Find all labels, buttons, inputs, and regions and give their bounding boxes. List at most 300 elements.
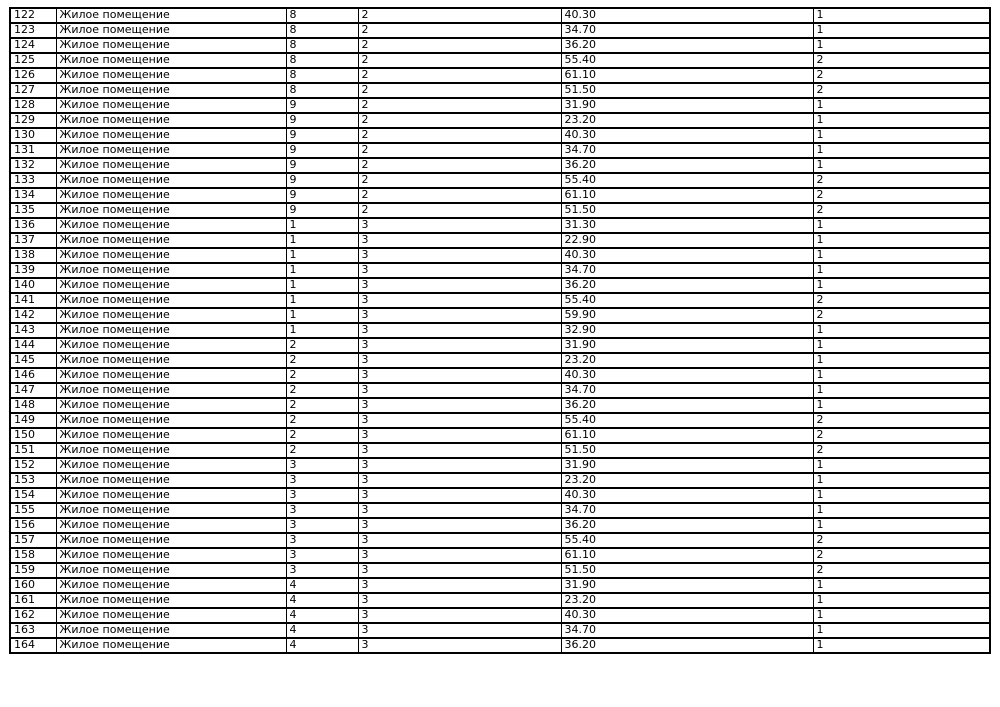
rooms-cell: 2 bbox=[813, 68, 990, 83]
area-cell: 31.90 bbox=[561, 458, 813, 473]
table-row bbox=[10, 338, 990, 353]
rooms-cell: 2 bbox=[813, 413, 990, 428]
floor-cell: 2 bbox=[286, 368, 358, 383]
area-cell: 61.10 bbox=[561, 68, 813, 83]
table-row bbox=[10, 308, 990, 323]
section-cell: 3 bbox=[358, 233, 561, 248]
premise-type-cell: Жилое помещение bbox=[56, 353, 286, 368]
section-cell: 3 bbox=[358, 458, 561, 473]
table-row bbox=[10, 458, 990, 473]
section-cell: 3 bbox=[358, 263, 561, 278]
premise-type-cell: Жилое помещение bbox=[56, 368, 286, 383]
floor-cell: 9 bbox=[286, 188, 358, 203]
section-cell: 3 bbox=[358, 563, 561, 578]
section-cell: 3 bbox=[358, 308, 561, 323]
area-cell: 40.30 bbox=[561, 608, 813, 623]
table-row bbox=[10, 578, 990, 593]
row-number-cell: 139 bbox=[10, 263, 56, 278]
area-cell: 34.70 bbox=[561, 263, 813, 278]
premise-type-cell: Жилое помещение bbox=[56, 623, 286, 638]
row-number-cell: 156 bbox=[10, 518, 56, 533]
row-number-cell: 138 bbox=[10, 248, 56, 263]
section-cell: 2 bbox=[358, 128, 561, 143]
premise-type-cell: Жилое помещение bbox=[56, 68, 286, 83]
rooms-cell: 1 bbox=[813, 398, 990, 413]
table-row bbox=[10, 203, 990, 218]
floor-cell: 2 bbox=[286, 353, 358, 368]
row-number-cell: 134 bbox=[10, 188, 56, 203]
area-cell: 59.90 bbox=[561, 308, 813, 323]
rooms-cell: 2 bbox=[813, 188, 990, 203]
row-number-cell: 132 bbox=[10, 158, 56, 173]
section-cell: 3 bbox=[358, 278, 561, 293]
table-row bbox=[10, 368, 990, 383]
section-cell: 3 bbox=[358, 338, 561, 353]
row-number-cell: 155 bbox=[10, 503, 56, 518]
area-cell: 23.20 bbox=[561, 353, 813, 368]
table-row bbox=[10, 548, 990, 563]
rooms-cell: 1 bbox=[813, 488, 990, 503]
floor-cell: 9 bbox=[286, 128, 358, 143]
row-number-cell: 153 bbox=[10, 473, 56, 488]
rooms-cell: 1 bbox=[813, 623, 990, 638]
row-number-cell: 161 bbox=[10, 593, 56, 608]
row-number-cell: 157 bbox=[10, 533, 56, 548]
rooms-cell: 1 bbox=[813, 503, 990, 518]
area-cell: 23.20 bbox=[561, 473, 813, 488]
area-cell: 36.20 bbox=[561, 158, 813, 173]
rooms-cell: 1 bbox=[813, 638, 990, 653]
premise-type-cell: Жилое помещение bbox=[56, 608, 286, 623]
area-cell: 31.90 bbox=[561, 338, 813, 353]
row-number-cell: 140 bbox=[10, 278, 56, 293]
floor-cell: 3 bbox=[286, 563, 358, 578]
premises-table bbox=[9, 7, 991, 654]
premise-type-cell: Жилое помещение bbox=[56, 98, 286, 113]
row-number-cell: 158 bbox=[10, 548, 56, 563]
row-number-cell: 145 bbox=[10, 353, 56, 368]
rooms-cell: 2 bbox=[813, 548, 990, 563]
table-row bbox=[10, 623, 990, 638]
rooms-cell: 1 bbox=[813, 458, 990, 473]
floor-cell: 4 bbox=[286, 578, 358, 593]
rooms-cell: 1 bbox=[813, 218, 990, 233]
area-cell: 36.20 bbox=[561, 278, 813, 293]
area-cell: 61.10 bbox=[561, 188, 813, 203]
section-cell: 3 bbox=[358, 398, 561, 413]
row-number-cell: 144 bbox=[10, 338, 56, 353]
rooms-cell: 1 bbox=[813, 368, 990, 383]
premise-type-cell: Жилое помещение bbox=[56, 473, 286, 488]
row-number-cell: 124 bbox=[10, 38, 56, 53]
table-row bbox=[10, 98, 990, 113]
premise-type-cell: Жилое помещение bbox=[56, 488, 286, 503]
table-row bbox=[10, 113, 990, 128]
area-cell: 55.40 bbox=[561, 413, 813, 428]
rooms-cell: 1 bbox=[813, 113, 990, 128]
section-cell: 3 bbox=[358, 623, 561, 638]
floor-cell: 9 bbox=[286, 98, 358, 113]
premise-type-cell: Жилое помещение bbox=[56, 203, 286, 218]
floor-cell: 3 bbox=[286, 488, 358, 503]
floor-cell: 8 bbox=[286, 23, 358, 38]
premise-type-cell: Жилое помещение bbox=[56, 383, 286, 398]
floor-cell: 1 bbox=[286, 293, 358, 308]
table-row bbox=[10, 293, 990, 308]
row-number-cell: 147 bbox=[10, 383, 56, 398]
floor-cell: 1 bbox=[286, 323, 358, 338]
premise-type-cell: Жилое помещение bbox=[56, 248, 286, 263]
rooms-cell: 1 bbox=[813, 383, 990, 398]
floor-cell: 9 bbox=[286, 158, 358, 173]
premise-type-cell: Жилое помещение bbox=[56, 263, 286, 278]
table-row bbox=[10, 8, 990, 23]
rooms-cell: 1 bbox=[813, 578, 990, 593]
row-number-cell: 126 bbox=[10, 68, 56, 83]
premise-type-cell: Жилое помещение bbox=[56, 158, 286, 173]
row-number-cell: 160 bbox=[10, 578, 56, 593]
table-row bbox=[10, 128, 990, 143]
floor-cell: 2 bbox=[286, 398, 358, 413]
table-row bbox=[10, 188, 990, 203]
area-cell: 34.70 bbox=[561, 383, 813, 398]
row-number-cell: 135 bbox=[10, 203, 56, 218]
row-number-cell: 123 bbox=[10, 23, 56, 38]
area-cell: 55.40 bbox=[561, 293, 813, 308]
rooms-cell: 2 bbox=[813, 308, 990, 323]
floor-cell: 8 bbox=[286, 8, 358, 23]
table-row bbox=[10, 278, 990, 293]
row-number-cell: 159 bbox=[10, 563, 56, 578]
section-cell: 2 bbox=[358, 53, 561, 68]
premise-type-cell: Жилое помещение bbox=[56, 533, 286, 548]
premise-type-cell: Жилое помещение bbox=[56, 128, 286, 143]
area-cell: 36.20 bbox=[561, 638, 813, 653]
section-cell: 3 bbox=[358, 413, 561, 428]
section-cell: 3 bbox=[358, 578, 561, 593]
section-cell: 2 bbox=[358, 23, 561, 38]
row-number-cell: 146 bbox=[10, 368, 56, 383]
table-row bbox=[10, 608, 990, 623]
section-cell: 2 bbox=[358, 38, 561, 53]
rooms-cell: 2 bbox=[813, 173, 990, 188]
rooms-cell: 1 bbox=[813, 338, 990, 353]
area-cell: 51.50 bbox=[561, 203, 813, 218]
premise-type-cell: Жилое помещение bbox=[56, 428, 286, 443]
table-row bbox=[10, 428, 990, 443]
floor-cell: 4 bbox=[286, 623, 358, 638]
floor-cell: 3 bbox=[286, 533, 358, 548]
section-cell: 3 bbox=[358, 593, 561, 608]
premise-type-cell: Жилое помещение bbox=[56, 413, 286, 428]
table-row bbox=[10, 443, 990, 458]
area-cell: 23.20 bbox=[561, 593, 813, 608]
premise-type-cell: Жилое помещение bbox=[56, 458, 286, 473]
premise-type-cell: Жилое помещение bbox=[56, 113, 286, 128]
table-row bbox=[10, 143, 990, 158]
table-row bbox=[10, 473, 990, 488]
table-row bbox=[10, 263, 990, 278]
section-cell: 2 bbox=[358, 113, 561, 128]
floor-cell: 3 bbox=[286, 518, 358, 533]
area-cell: 31.90 bbox=[561, 98, 813, 113]
floor-cell: 1 bbox=[286, 233, 358, 248]
premise-type-cell: Жилое помещение bbox=[56, 173, 286, 188]
row-number-cell: 152 bbox=[10, 458, 56, 473]
section-cell: 3 bbox=[358, 443, 561, 458]
section-cell: 2 bbox=[358, 188, 561, 203]
area-cell: 40.30 bbox=[561, 8, 813, 23]
area-cell: 55.40 bbox=[561, 533, 813, 548]
row-number-cell: 137 bbox=[10, 233, 56, 248]
section-cell: 3 bbox=[358, 638, 561, 653]
area-cell: 55.40 bbox=[561, 173, 813, 188]
row-number-cell: 163 bbox=[10, 623, 56, 638]
area-cell: 31.30 bbox=[561, 218, 813, 233]
area-cell: 40.30 bbox=[561, 128, 813, 143]
row-number-cell: 162 bbox=[10, 608, 56, 623]
section-cell: 3 bbox=[358, 323, 561, 338]
floor-cell: 9 bbox=[286, 203, 358, 218]
rooms-cell: 2 bbox=[813, 443, 990, 458]
section-cell: 2 bbox=[358, 173, 561, 188]
floor-cell: 3 bbox=[286, 458, 358, 473]
rooms-cell: 2 bbox=[813, 533, 990, 548]
row-number-cell: 127 bbox=[10, 83, 56, 98]
floor-cell: 4 bbox=[286, 593, 358, 608]
premise-type-cell: Жилое помещение bbox=[56, 578, 286, 593]
table-row bbox=[10, 503, 990, 518]
table-row bbox=[10, 488, 990, 503]
floor-cell: 1 bbox=[286, 218, 358, 233]
premise-type-cell: Жилое помещение bbox=[56, 38, 286, 53]
section-cell: 3 bbox=[358, 533, 561, 548]
premise-type-cell: Жилое помещение bbox=[56, 548, 286, 563]
table-row bbox=[10, 353, 990, 368]
section-cell: 3 bbox=[358, 503, 561, 518]
area-cell: 55.40 bbox=[561, 53, 813, 68]
section-cell: 2 bbox=[358, 83, 561, 98]
floor-cell: 9 bbox=[286, 173, 358, 188]
rooms-cell: 1 bbox=[813, 278, 990, 293]
section-cell: 3 bbox=[358, 518, 561, 533]
row-number-cell: 136 bbox=[10, 218, 56, 233]
section-cell: 3 bbox=[358, 293, 561, 308]
floor-cell: 9 bbox=[286, 113, 358, 128]
premise-type-cell: Жилое помещение bbox=[56, 23, 286, 38]
area-cell: 22.90 bbox=[561, 233, 813, 248]
floor-cell: 8 bbox=[286, 38, 358, 53]
floor-cell: 2 bbox=[286, 443, 358, 458]
row-number-cell: 131 bbox=[10, 143, 56, 158]
premise-type-cell: Жилое помещение bbox=[56, 503, 286, 518]
premise-type-cell: Жилое помещение bbox=[56, 278, 286, 293]
floor-cell: 9 bbox=[286, 143, 358, 158]
floor-cell: 3 bbox=[286, 473, 358, 488]
table-row bbox=[10, 413, 990, 428]
row-number-cell: 141 bbox=[10, 293, 56, 308]
rooms-cell: 1 bbox=[813, 608, 990, 623]
table-row bbox=[10, 233, 990, 248]
table-row bbox=[10, 593, 990, 608]
table-row bbox=[10, 68, 990, 83]
rooms-cell: 1 bbox=[813, 128, 990, 143]
area-cell: 40.30 bbox=[561, 488, 813, 503]
premise-type-cell: Жилое помещение bbox=[56, 188, 286, 203]
premise-type-cell: Жилое помещение bbox=[56, 143, 286, 158]
floor-cell: 8 bbox=[286, 83, 358, 98]
row-number-cell: 151 bbox=[10, 443, 56, 458]
row-number-cell: 128 bbox=[10, 98, 56, 113]
floor-cell: 3 bbox=[286, 503, 358, 518]
section-cell: 3 bbox=[358, 248, 561, 263]
section-cell: 2 bbox=[358, 143, 561, 158]
section-cell: 2 bbox=[358, 98, 561, 113]
rooms-cell: 1 bbox=[813, 593, 990, 608]
section-cell: 3 bbox=[358, 608, 561, 623]
rooms-cell: 2 bbox=[813, 563, 990, 578]
row-number-cell: 149 bbox=[10, 413, 56, 428]
section-cell: 3 bbox=[358, 353, 561, 368]
table-row bbox=[10, 218, 990, 233]
area-cell: 51.50 bbox=[561, 563, 813, 578]
rooms-cell: 1 bbox=[813, 8, 990, 23]
rooms-cell: 2 bbox=[813, 428, 990, 443]
rooms-cell: 1 bbox=[813, 473, 990, 488]
area-cell: 34.70 bbox=[561, 143, 813, 158]
rooms-cell: 1 bbox=[813, 353, 990, 368]
floor-cell: 8 bbox=[286, 53, 358, 68]
floor-cell: 2 bbox=[286, 383, 358, 398]
rooms-cell: 1 bbox=[813, 158, 990, 173]
floor-cell: 3 bbox=[286, 548, 358, 563]
table-row bbox=[10, 158, 990, 173]
area-cell: 36.20 bbox=[561, 518, 813, 533]
section-cell: 2 bbox=[358, 8, 561, 23]
area-cell: 23.20 bbox=[561, 113, 813, 128]
area-cell: 61.10 bbox=[561, 548, 813, 563]
rooms-cell: 1 bbox=[813, 23, 990, 38]
floor-cell: 4 bbox=[286, 638, 358, 653]
floor-cell: 2 bbox=[286, 428, 358, 443]
rooms-cell: 2 bbox=[813, 53, 990, 68]
area-cell: 34.70 bbox=[561, 23, 813, 38]
section-cell: 3 bbox=[358, 488, 561, 503]
table-row bbox=[10, 173, 990, 188]
premise-type-cell: Жилое помещение bbox=[56, 338, 286, 353]
row-number-cell: 142 bbox=[10, 308, 56, 323]
section-cell: 3 bbox=[358, 473, 561, 488]
premise-type-cell: Жилое помещение bbox=[56, 593, 286, 608]
floor-cell: 2 bbox=[286, 413, 358, 428]
section-cell: 2 bbox=[358, 68, 561, 83]
rooms-cell: 2 bbox=[813, 293, 990, 308]
section-cell: 3 bbox=[358, 383, 561, 398]
rooms-cell: 2 bbox=[813, 203, 990, 218]
premise-type-cell: Жилое помещение bbox=[56, 563, 286, 578]
premise-type-cell: Жилое помещение bbox=[56, 83, 286, 98]
area-cell: 36.20 bbox=[561, 398, 813, 413]
premise-type-cell: Жилое помещение bbox=[56, 443, 286, 458]
area-cell: 34.70 bbox=[561, 503, 813, 518]
rooms-cell: 1 bbox=[813, 98, 990, 113]
area-cell: 51.50 bbox=[561, 443, 813, 458]
area-cell: 36.20 bbox=[561, 38, 813, 53]
premises-table-body bbox=[10, 8, 990, 653]
table-row bbox=[10, 248, 990, 263]
section-cell: 3 bbox=[358, 428, 561, 443]
floor-cell: 1 bbox=[286, 263, 358, 278]
area-cell: 31.90 bbox=[561, 578, 813, 593]
rooms-cell: 1 bbox=[813, 323, 990, 338]
row-number-cell: 164 bbox=[10, 638, 56, 653]
table-row bbox=[10, 518, 990, 533]
row-number-cell: 130 bbox=[10, 128, 56, 143]
rooms-cell: 1 bbox=[813, 143, 990, 158]
floor-cell: 1 bbox=[286, 308, 358, 323]
table-row bbox=[10, 323, 990, 338]
table-row bbox=[10, 383, 990, 398]
table-row bbox=[10, 23, 990, 38]
premise-type-cell: Жилое помещение bbox=[56, 518, 286, 533]
premise-type-cell: Жилое помещение bbox=[56, 323, 286, 338]
premise-type-cell: Жилое помещение bbox=[56, 218, 286, 233]
premise-type-cell: Жилое помещение bbox=[56, 638, 286, 653]
premise-type-cell: Жилое помещение bbox=[56, 398, 286, 413]
floor-cell: 2 bbox=[286, 338, 358, 353]
row-number-cell: 125 bbox=[10, 53, 56, 68]
floor-cell: 1 bbox=[286, 248, 358, 263]
area-cell: 34.70 bbox=[561, 623, 813, 638]
table-row bbox=[10, 533, 990, 548]
floor-cell: 4 bbox=[286, 608, 358, 623]
row-number-cell: 154 bbox=[10, 488, 56, 503]
premise-type-cell: Жилое помещение bbox=[56, 308, 286, 323]
row-number-cell: 133 bbox=[10, 173, 56, 188]
area-cell: 32.90 bbox=[561, 323, 813, 338]
section-cell: 3 bbox=[358, 548, 561, 563]
table-row bbox=[10, 38, 990, 53]
table-row bbox=[10, 398, 990, 413]
rooms-cell: 1 bbox=[813, 518, 990, 533]
floor-cell: 8 bbox=[286, 68, 358, 83]
rooms-cell: 1 bbox=[813, 233, 990, 248]
premise-type-cell: Жилое помещение bbox=[56, 8, 286, 23]
premise-type-cell: Жилое помещение bbox=[56, 53, 286, 68]
row-number-cell: 148 bbox=[10, 398, 56, 413]
table-row bbox=[10, 638, 990, 653]
rooms-cell: 1 bbox=[813, 248, 990, 263]
table-row bbox=[10, 563, 990, 578]
row-number-cell: 143 bbox=[10, 323, 56, 338]
area-cell: 51.50 bbox=[561, 83, 813, 98]
section-cell: 3 bbox=[358, 218, 561, 233]
table-row bbox=[10, 53, 990, 68]
area-cell: 40.30 bbox=[561, 368, 813, 383]
premise-type-cell: Жилое помещение bbox=[56, 233, 286, 248]
section-cell: 3 bbox=[358, 368, 561, 383]
row-number-cell: 122 bbox=[10, 8, 56, 23]
rooms-cell: 1 bbox=[813, 38, 990, 53]
area-cell: 61.10 bbox=[561, 428, 813, 443]
area-cell: 40.30 bbox=[561, 248, 813, 263]
row-number-cell: 150 bbox=[10, 428, 56, 443]
section-cell: 2 bbox=[358, 203, 561, 218]
row-number-cell: 129 bbox=[10, 113, 56, 128]
table-row bbox=[10, 83, 990, 98]
floor-cell: 1 bbox=[286, 278, 358, 293]
rooms-cell: 1 bbox=[813, 263, 990, 278]
